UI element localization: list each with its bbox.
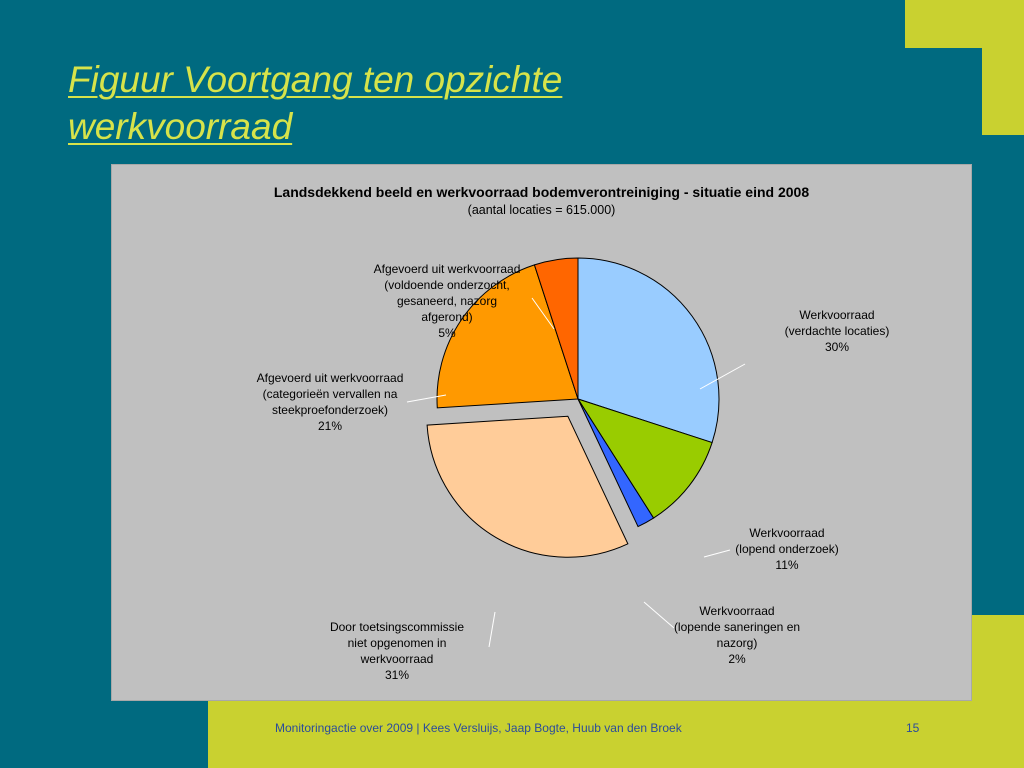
slice-label: [347, 261, 547, 341]
slice-label: [302, 619, 492, 683]
slide-title-line-2: werkvoorraad: [68, 106, 293, 147]
slice-label: [662, 603, 812, 667]
slide-footer: Monitoringactie over 2009 | Kees Versluijs, Jaap Bogte, Huub van den Broek: [275, 721, 682, 735]
slice-label: [722, 525, 852, 573]
accent-block-bottom-right: [972, 615, 1024, 768]
slice-label-text: Werkvoorraad (lopende saneringen en nazorg): [673, 604, 801, 650]
slice-percent-label: 5%: [438, 326, 456, 340]
slice-label-text: Werkvoorraad (lopend onderzoek): [735, 526, 839, 556]
slice-label-text: Door toetsingscommissie niet opgenomen in werkvoorraad: [329, 620, 465, 666]
pie-chart: [111, 164, 972, 701]
slice-label-text: Afgevoerd uit werkvoorraad (voldoende onderzocht, gesaneerd, nazorg afgerond): [373, 262, 521, 324]
slice-label-text: Afgevoerd uit werkvoorraad (categorieën vervallen na steekproefonderzoek): [256, 371, 404, 417]
accent-block-top-side: [982, 0, 1024, 135]
slice-percent-label: 2%: [728, 652, 746, 666]
page-number: 15: [906, 721, 920, 735]
slide-title-line-1: Figuur Voortgang ten opzichte: [68, 59, 563, 100]
slice-percent-label: 11%: [775, 558, 799, 572]
slice-percent-label: 31%: [384, 668, 410, 682]
slice-percent-label: 21%: [317, 419, 343, 433]
chart-title: Landsdekkend beeld en werkvoorraad bodemverontreiniging - situatie eind 2008: [273, 184, 810, 200]
chart-subtitle: (aantal locaties = 615.000): [467, 203, 616, 217]
slice-label: [742, 307, 932, 355]
slice-label-text: Werkvoorraad (verdachte locaties): [784, 308, 890, 338]
slice-label: [230, 370, 430, 434]
slice-percent-label: 30%: [824, 340, 850, 354]
slide-title: [68, 56, 562, 150]
